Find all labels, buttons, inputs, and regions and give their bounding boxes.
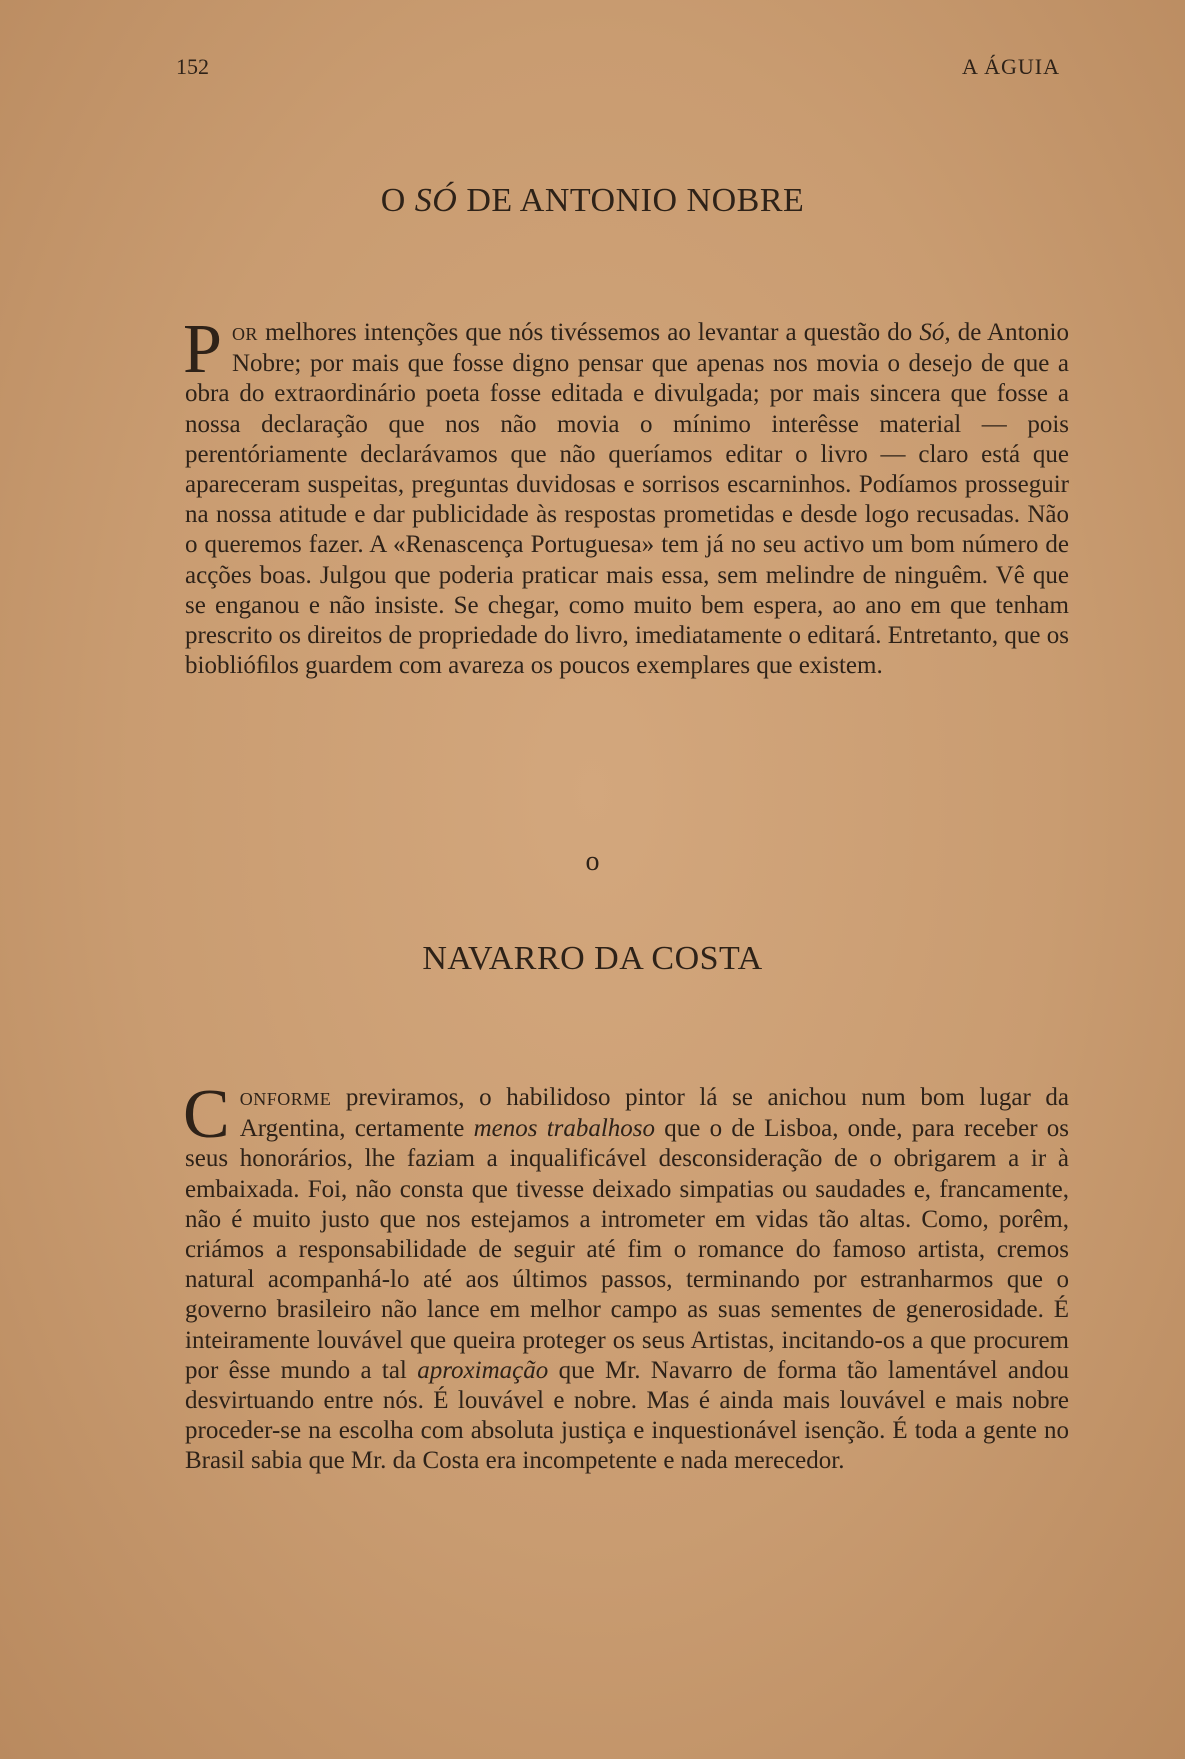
page-number: 152 (176, 54, 209, 79)
running-header (176, 52, 1060, 82)
paragraph-text-part: de Antonio Nobre; por mais que fosse digno pensar que apenas nos movia o desejo de que a obra do extraordinário poeta fosse editada e divulgada; por mais sincera que fosse a nossa declaração que nos não movia o mínimo interêsse material — pois perentóriamente declarávamos que não queríamos editar o livro — claro está que apareceram suspeitas, preguntas duvidosas e sorrisos escarninhos. Podíamos prosseguir na nossa atitude e dar publicidade às respostas prometidas e desde logo recusadas. Não o queremos fazer. A «Renascença Portuguesa» tem já no seu activo um bom número de acções boas. Julgou que poderia praticar mais essa, sem melindre de ninguêm. Vê que se enganou e não insiste. Se chegar, como muito bem espera, ao ano em que tenham prescrito os direitos de propriedade do livro, imediatamente o editará. Entretanto, que os bioblióﬁlos guardem com avareza os poucos exemplares que existem. (185, 319, 1069, 680)
section-separator: o (585, 846, 600, 877)
lead-smallcaps: ONFORME (239, 1089, 332, 1109)
journal-name: A ÁGUIA (961, 54, 1060, 79)
italic-phrase: menos trabalhoso (473, 1115, 656, 1143)
article-body-navarro-da-costa (183, 1076, 1070, 1477)
paragraph-text-part: previramos, o habilidoso pintor lá se anichou num bom lugar da Argentina, certamente (239, 1084, 1069, 1143)
italic-book-title: Só, (919, 319, 951, 346)
italic-word: aproximação (417, 1356, 549, 1384)
article-title-so-de-antonio-nobre (0, 182, 1185, 220)
title-rest: DE ANTONIO NOBRE (466, 182, 805, 219)
paragraph-text-part: melhores intenções que nós tivéssemos ao levantar a questão do (257, 319, 920, 346)
drop-cap-p: P (183, 311, 222, 388)
title-italic-word: SÓ (414, 182, 458, 219)
title-prefix: O (380, 182, 406, 219)
paragraph-text-part: que Mr. Navarro de forma tão lamentável andou desvirtuando entre nós. É louvável e nobre. Mas é ainda mais louvável e mais nobre proceder-se na escolha com absoluta justiça e inquestionável isenção. É toda a gente no Brasil sabia que Mr. da Costa era incompetente e nada merecedor. (185, 1356, 1069, 1475)
paragraph-text-part: que o de Lisboa, onde, para receber os seus honorários, lhe faziam a inqualificável desconsideração de o obrigarem a ir à embaixada. Foi, não consta que tivesse deixado simpatias ou saudades e, francamente, não é muito justo que nos estejamos a intrometer em vidas tão altas. Como, porêm, criámos a responsabilidade de seguir até fim o romance do famoso artista, cremos natural acompanhá-lo até aos últimos passos, terminando por estranharmos que o governo brasileiro não lance em melhor campo as suas sementes de generosidade. É inteiramente louvável que queira proteger os seus Artistas, incitando-os a que procurem por êsse mundo a tal (185, 1115, 1070, 1384)
article-title-navarro-da-costa: NAVARRO DA COSTA (422, 940, 763, 977)
lead-smallcaps: OR (231, 324, 258, 344)
article-body-antonio-nobre (183, 311, 1069, 681)
drop-cap-c: C (183, 1076, 230, 1153)
